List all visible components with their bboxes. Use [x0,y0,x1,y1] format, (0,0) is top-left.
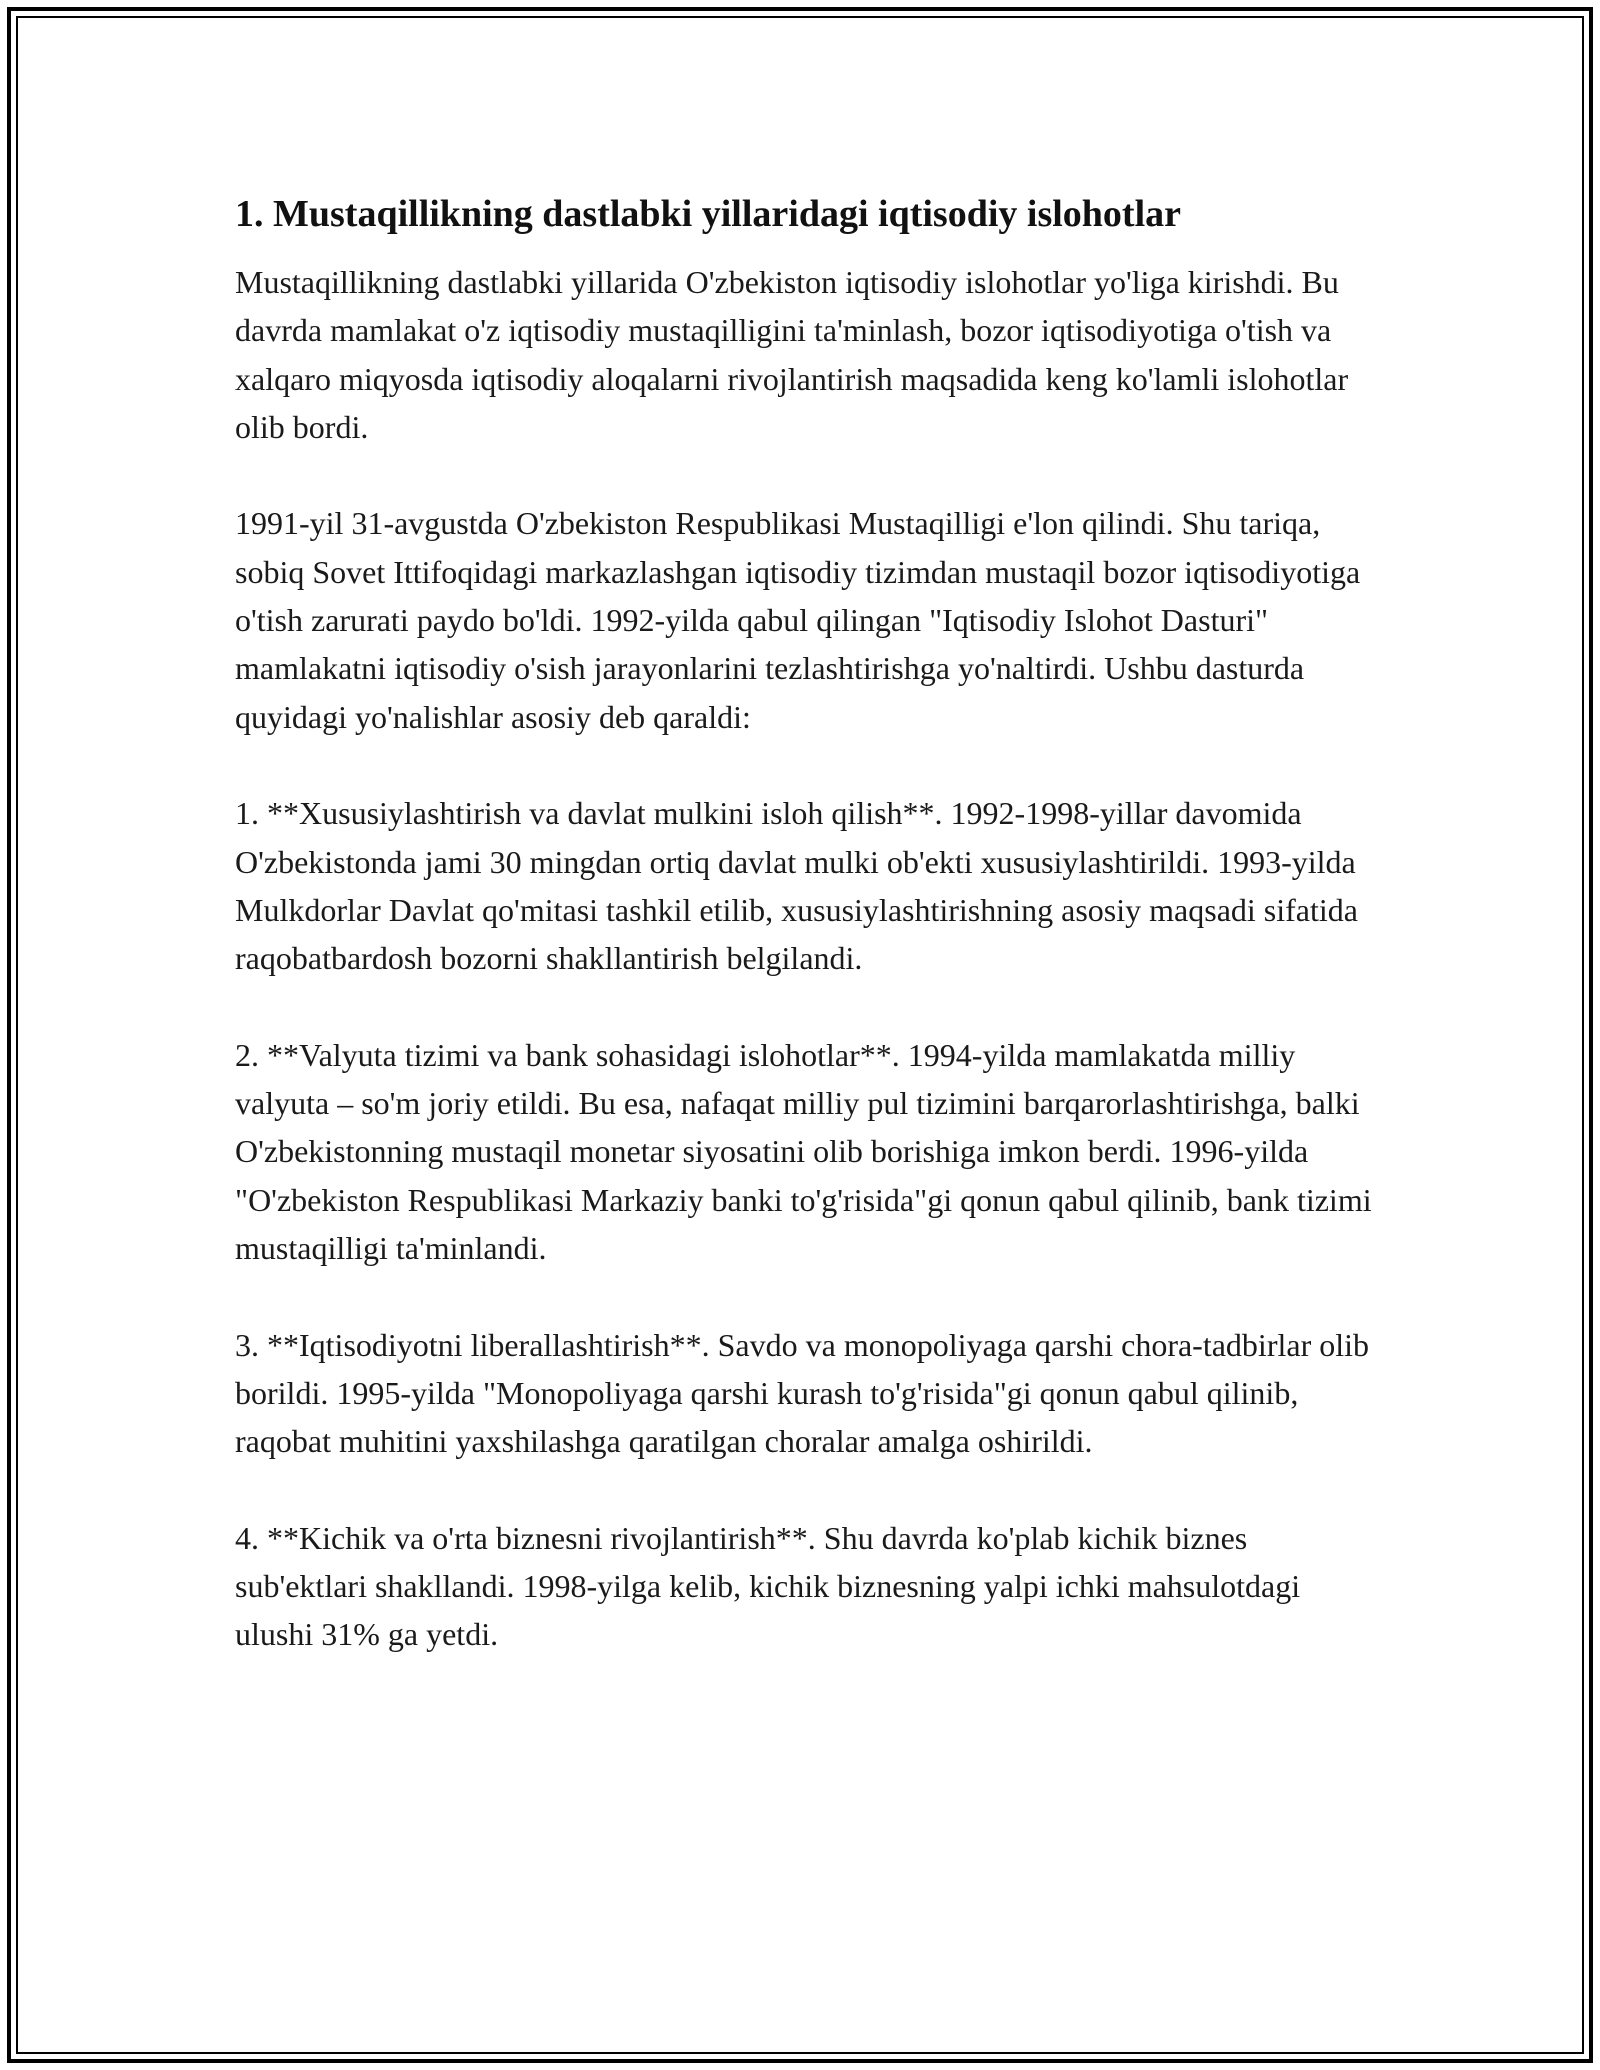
intro-paragraph: Mustaqillikning dastlabki yillarida O'zbekiston iqtisodiy islohotlar yo'liga kirishdi. Bu davrda mamlakat o'z iqtisodiy mustaqilligini ta'minlash, bozor iqtisodiyotiga o'tish va xalqaro miqyosda iqtisodiy aloqalarni rivojlantirish maqsadida keng ko'lamli islohotlar olib bordi. [235,264,1349,445]
section-heading: 1. Mustaqillikning dastlabki yillaridagi iqtisodiy islohotlar [235,193,1182,235]
liberalization-paragraph: 3. **Iqtisodiyotni liberallashtirish**. Savdo va monopoliyaga qarshi chora-tadbirlar olib borildi. 1995-yilda "Monopoliyaga qarshi kurash to'g'risida"gi qonun qabul qilinib, raqobat muhitini yaxshilashga qaratilgan choralar amalga oshirildi. [235,1326,1369,1460]
small-business-paragraph: 4. **Kichik va o'rta biznesni rivojlantirish**. Shu davrda ko'plab kichik biznes sub'ektlari shakllandi. 1998-yilga kelib, kichik biznesning yalpi ichki mahsulotdagi ulushi 31% ga yetdi. [235,1519,1301,1653]
privatization-paragraph: 1. **Xususiylashtirish va davlat mulkini isloh qilish**. 1992-1998-yillar davomida O'zbekistonda jami 30 mingdan ortiq davlat mulki ob'ekti xususiylashtirildi. 1993-yilda Mulkdorlar Davlat qo'mitasi tashkil etilib, xususiylashtirishning asosiy maqsadi sifatida raqobatbardosh bozorni shakllantirish belgilandi. [235,795,1358,977]
independence-paragraph: 1991-yil 31-avgustda O'zbekiston Respublikasi Mustaqilligi e'lon qilindi. Shu tariqa, sobiq Sovet Ittifoqidagi markazlashgan iqtisodiy tizimdan mustaqil bozor iqtisodiyotiga o'tish zarurati paydo bo'ldi. 1992-yilda qabul qilingan "Iqtisodiy Islohot Dasturi" mamlakatni iqtisodiy o'sish jarayonlarini tezlashtirishga yo'naltirdi. Ushbu dasturda quyidagi yo'nalishlar asosiy deb qaraldi: [235,505,1361,735]
document-body [235,190,1375,1659]
currency-banking-paragraph: 2. **Valyuta tizimi va bank sohasidagi islohotlar**. 1994-yilda mamlakatda milliy valyuta – so'm joriy etildi. Bu esa, nafaqat milliy pul tizimini barqarorlashtirishga, balki O'zbekistonning mustaqil monetar siyosatini olib borishiga imkon berdi. 1996-yilda "O'zbekiston Respublikasi Markaziy banki to'g'risida"gi qonun qabul qilinib, bank tizimi mustaqilligi ta'minlandi. [235,1036,1372,1266]
